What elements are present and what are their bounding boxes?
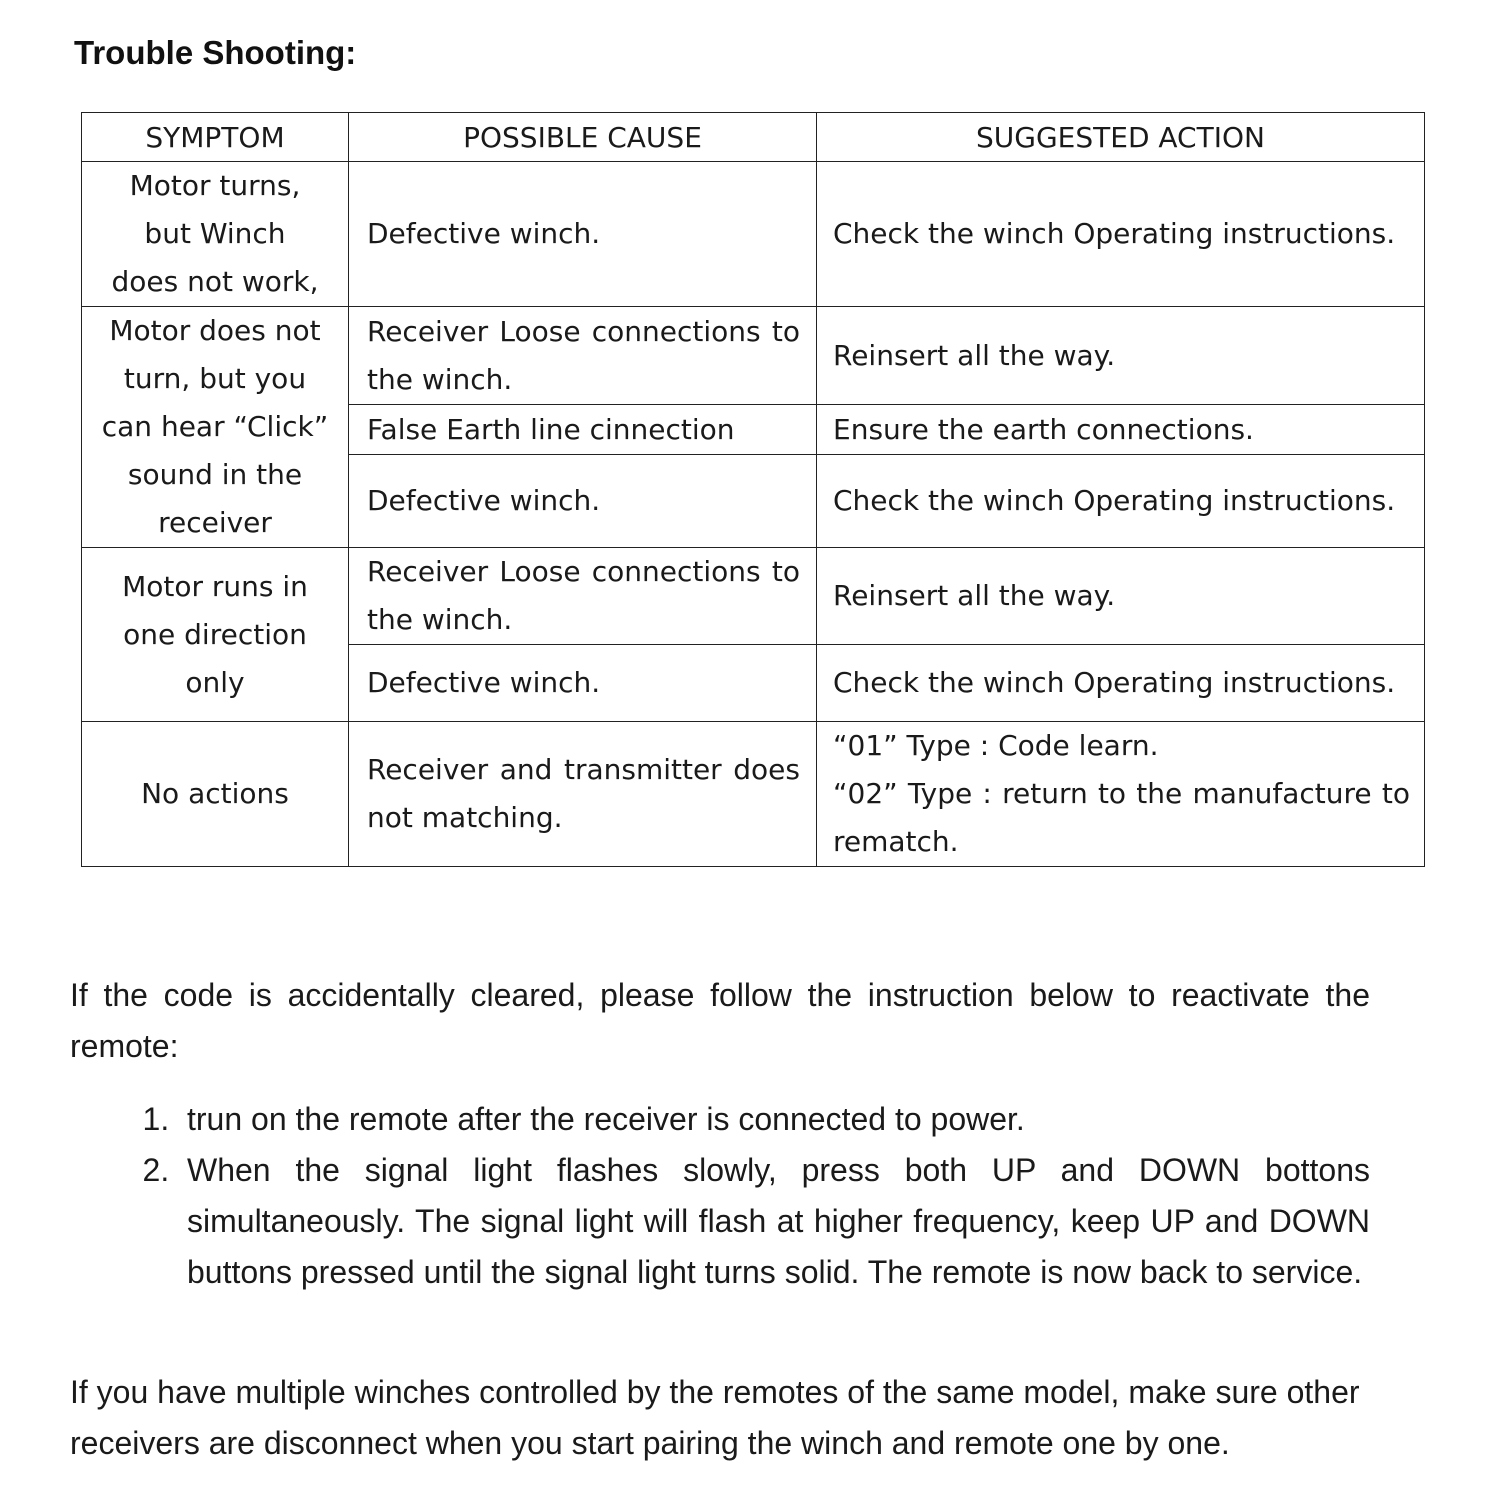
symptom-line: No actions	[141, 777, 289, 810]
action-cell: Ensure the earth connections.	[817, 405, 1425, 455]
symptom-line: Motor runs in	[122, 569, 308, 603]
action-cell: Check the winch Operating instructions.	[817, 162, 1425, 307]
cause-cell: Receiver and transmitter does not matching.	[349, 722, 817, 867]
symptom-line: can hear “Click”	[101, 410, 329, 443]
outro-paragraph: If you have multiple winches controlled by the remotes of the same model, make sure other receivers are disconnect when you start pairing the winch and remote one by one.	[70, 1374, 1360, 1461]
action-cell	[817, 722, 1425, 867]
cause-cell: Receiver Loose connections to the winch.	[349, 307, 817, 405]
symptom-line: one direction	[123, 617, 307, 651]
list-item: 1. trun on the remote after the receiver is connected to power.	[187, 1094, 1370, 1145]
symptom-line: turn, but you	[123, 362, 307, 395]
troubleshooting-table	[81, 112, 1425, 867]
action-cell: Reinsert all the way.	[817, 548, 1425, 645]
action-cell: Reinsert all the way.	[817, 307, 1425, 405]
table-row	[82, 548, 1425, 645]
table-header-row	[82, 113, 1425, 162]
symptom-line: sound in the	[127, 458, 303, 491]
symptom-line: receiver	[158, 506, 272, 539]
header-symptom: SYMPTOM	[82, 113, 349, 162]
header-suggested-action: SUGGESTED ACTION	[817, 113, 1425, 162]
header-possible-cause: POSSIBLE CAUSE	[349, 113, 817, 162]
cause-cell: Defective winch.	[349, 162, 817, 307]
symptom-line: does not work,	[111, 265, 319, 298]
symptom-line: Motor does not	[109, 314, 321, 347]
table-row	[82, 722, 1425, 867]
symptom-cell	[82, 722, 349, 867]
symptom-line: but Winch	[144, 217, 286, 250]
cause-cell: False Earth line cinnection	[349, 405, 817, 455]
symptom-cell	[82, 162, 349, 307]
cause-cell: Receiver Loose connections to the winch.	[349, 548, 817, 645]
table-row	[82, 162, 1425, 307]
symptom-line: Motor turns,	[129, 169, 301, 202]
action-cell: Check the winch Operating instructions.	[817, 645, 1425, 722]
page-title: Trouble Shooting:	[74, 34, 357, 71]
intro-paragraph: If the code is accidentally cleared, please follow the instruction below to reactivate the remote:	[70, 977, 1370, 1064]
action-line: “01” Type : Code learn.	[833, 729, 1159, 762]
list-item: 2. When the signal light flashes slowly, press both UP and DOWN bottons simultaneously. The signal light will flash at higher frequency, keep UP and DOWN buttons pressed until the signal light turns solid. The remote is now back to service.	[187, 1145, 1370, 1298]
symptom-cell	[82, 548, 349, 722]
symptom-cell	[82, 307, 349, 548]
cause-cell: Defective winch.	[349, 454, 817, 547]
action-line: “02” Type : return to the manufacture to rematch.	[833, 777, 1410, 858]
cause-cell: Defective winch.	[349, 645, 817, 722]
symptom-line: only	[185, 665, 245, 699]
instruction-steps	[70, 1094, 1370, 1298]
action-cell: Check the winch Operating instructions.	[817, 454, 1425, 547]
table-row	[82, 307, 1425, 405]
